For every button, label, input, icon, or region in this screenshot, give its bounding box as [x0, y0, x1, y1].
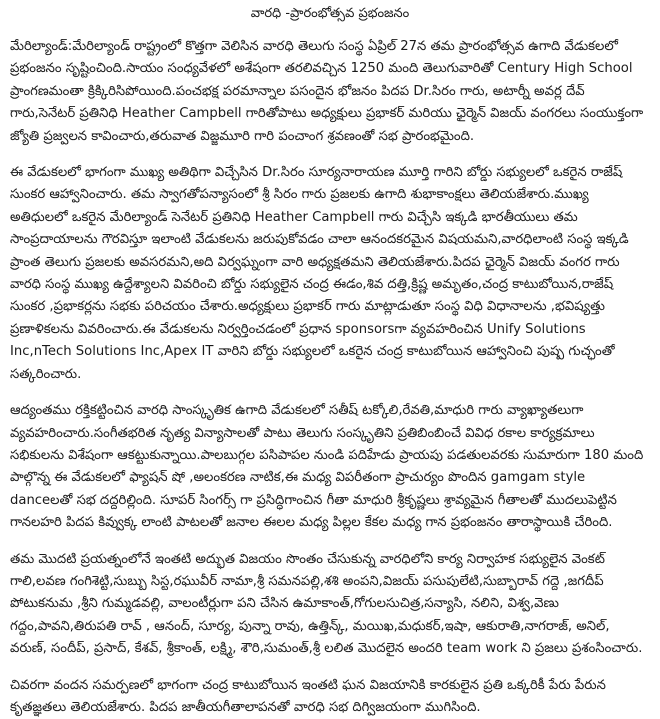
article-title: వారధి -ప్రారంభోత్సవ ప్రభంజనం	[250, 6, 410, 21]
paragraph-guests: ఈ వేడుకలలో భాగంగా ముఖ్య అతిథిగా విచ్చేసిన Dr.సిరం సూర్యనారాయణ మూర్తి గారిని బోర్డు సభ్యులలో ఒకరైన రాజేష్ సుంకర ఆహ్వానించారు. తమ స్వాగతోపన్యాసంలో శ్రీ సిరం గారు ప్రజలకు ఉగాది శుభాకాంక్షలు తెలియజేశారు.ముఖ్య అతిధులలో ఒకరైన మేరిల్యాండ్ సెనేటర్ ప్రతినిధి Heather Campbell గారు విచ్చేసి ఇక్కడి భారతీయులు తమ సాంప్రదాయాలను గౌరవిస్తూ ఇలాంటి వేడుకలను జరుపుకోవడం చాలా ఆనందకరమైన విషయమని,వారధిలాంటి సంస్థ ఇక్కడి ప్రాంత తెలుగు ప్రజలకు అవసరమని,అది విర్వఘ్నంగా వారి అధ్యక్షతమని తెలియజేశారు.పిదప ఛైర్మెన్ విజయ్ వంగర గారు వారధి సంస్థ ముఖ్య ఉద్దేశ్యాలని వివరించి బోర్డు సభ్యులైన చంద్ర ఈడం,శివ దత్తి,క్రిష్ణ అమృతం,చంద్ర కాటుబోయిన,రాజేష్ సుంకర ,ప్రభాకర్లను సభకు పరిచయం చేశారు.అధ్యక్షులు ప్రభాకర్ గారు మాట్లాడుతూ సంస్థ విధి విధానాలను ,భవిష్యత్తు ప్రణాళికలను వివరించారు.ఈ వేడుకలను నిర్వర్తించడంలో ప్రధాన sponsorsగా వ్యవహరించిన Unify Solutions Inc,nTech Solutions Inc,Apex IT వారిని బోర్డు సభ్యులలో ఒకరైన చంద్ర కాటుబోయిన ఆహ్వానించి పుష్ప గుచ్ఛంతో సత్కరించారు.	[10, 165, 629, 382]
paragraph-opening: మేరిల్యాండ్:మేరిల్యాండ్ రాష్ట్రంలో కొత్తగా వెలిసిన వారధి తెలుగు సంస్థ ఏప్రిల్ 27న తమ ప్రారంభోత్సవ ఉగాది వేడుకలలో ప్రభంజనం సృష్టించింది.సాయం సంధ్యవేళలో అశేషంగా తరలివచ్చిన 1250 మంది తెలుగువారితో Century High School ప్రాంగణమంతా క్రిక్కిరిసిపోయింది.పంచభక్ష పరమాన్నాల పసందైన భోజనం పిదప Dr.సిరం గారు, అటార్నీ అవర్ల దేవ్ గారు,సెనేటర్ ప్రతినిధి Heather Campbell గారితోపాటు అధ్యక్షులు ప్రభాకర్ మరియు ఛైర్మెన్ విజయ్ వంగరలు సంయుక్తంగా జ్యోతి ప్రజ్వలన కావించారు,తరువాత విజ్జమూరి గారి పంచాంగ శ్రవణంతో సభ ప్రారంభమైంది.	[10, 39, 644, 144]
paragraph-closing: చివరగా వందన సమర్పణలో భాగంగా చంద్ర కాటుబోయిన ఇంతటి ఘన విజయానికి కారకులైన ప్రతి ఒక్కరికీ పేరు పేరున కృతజ్ఞతలు తెలియజేశారు. పిదప జాతీయగీతాలాపనతో వారధి సభ దిగ్విజయంగా ముగిసింది.	[10, 677, 606, 715]
paragraph-cultural: ఆద్యంతము రక్తికట్టించిన వారధి సాంస్కృతిక ఉగాది వేడుకలలో సతీష్ టక్కోలి,రేవతి,మాధురి గారు వ్యాఖ్యాతలుగా వ్యవహరించారు.సంగీతభరిత నృత్య విన్యాసాలతో పాటు తెలుగు సంస్కృతిని ప్రతిబింబించే వివిధ రకాల కార్యక్రమాలు సభికులను విశేషంగా ఆకట్టుకున్నాయి.పాలబుగ్గల పసిపాపల నుండి పదిహేడు ప్రాయపు పడతులవరకు సుమారుగా 180 మంది పాల్గొన్న ఈ వేడుకలలో ఫ్యాషన్ షో ,అలంకరణ నాటిక,ఈ మధ్య విపరీతంగా ప్రాచుర్యం పొందిన gamgam style danceలతో సభ దద్దరిల్లింది. సూపర్ సింగర్స్ గా ప్రసిద్ధిగాంచిన గీతా మాధురి శ్రీకృష్ణలు శ్రావ్యమైన గీతాలతో ముదలుపెట్టిన గానలహరి పిదప కివ్వుక్క లాంటి పాటలతో జనాల ఈలల మధ్య పిల్లల కేకల మధ్య గాన ప్రభంజనం తారాస్థాయికి చేరింది.	[10, 403, 644, 531]
paragraph-team: తమ మొదటి ప్రయత్నంలోనే ఇంతటి అద్భుత విజయం సొంతం చేసుకున్న వారధిలోని కార్య నిర్వాహక సభ్యులైన వెంకట్ గాలి,లవణ గంగిశెట్టి,సుబ్బు సిస్ట,రఘువీర్ నామా,శ్రీ సమనపల్లి,శశి అంపని,విజయ్ పసుపులేటి,సుబ్బారావ్ గద్దె ,జగదీప్ పోటుకనుమ ,శ్రీని గుమ్మడవల్లి, వాలంటీర్లుగా పని చేసిన ఉమాకాంత్,గోగులసుచిత్ర,సన్యాసి, నలిని, విశ్వ,వెణు గద్దం,పావని,తిరుపతి రావ్ , ఆనంద్, సూర్య, పున్నా రావు, ఉత్తిన్క్, మయిఖ,మధుకర్,ఇషా, ఆకురాతి,నాగరాజ్, అనిల్, వరుణ్, సందీప్, ప్రసాద్, కేశవ్, శ్రీకాంత్, లక్ష్మి, శౌరి,సుమంత్,శ్రీ లలిత మొదలైన అందరి team work ని ప్రజలు ప్రశంసించారు.	[10, 551, 643, 657]
